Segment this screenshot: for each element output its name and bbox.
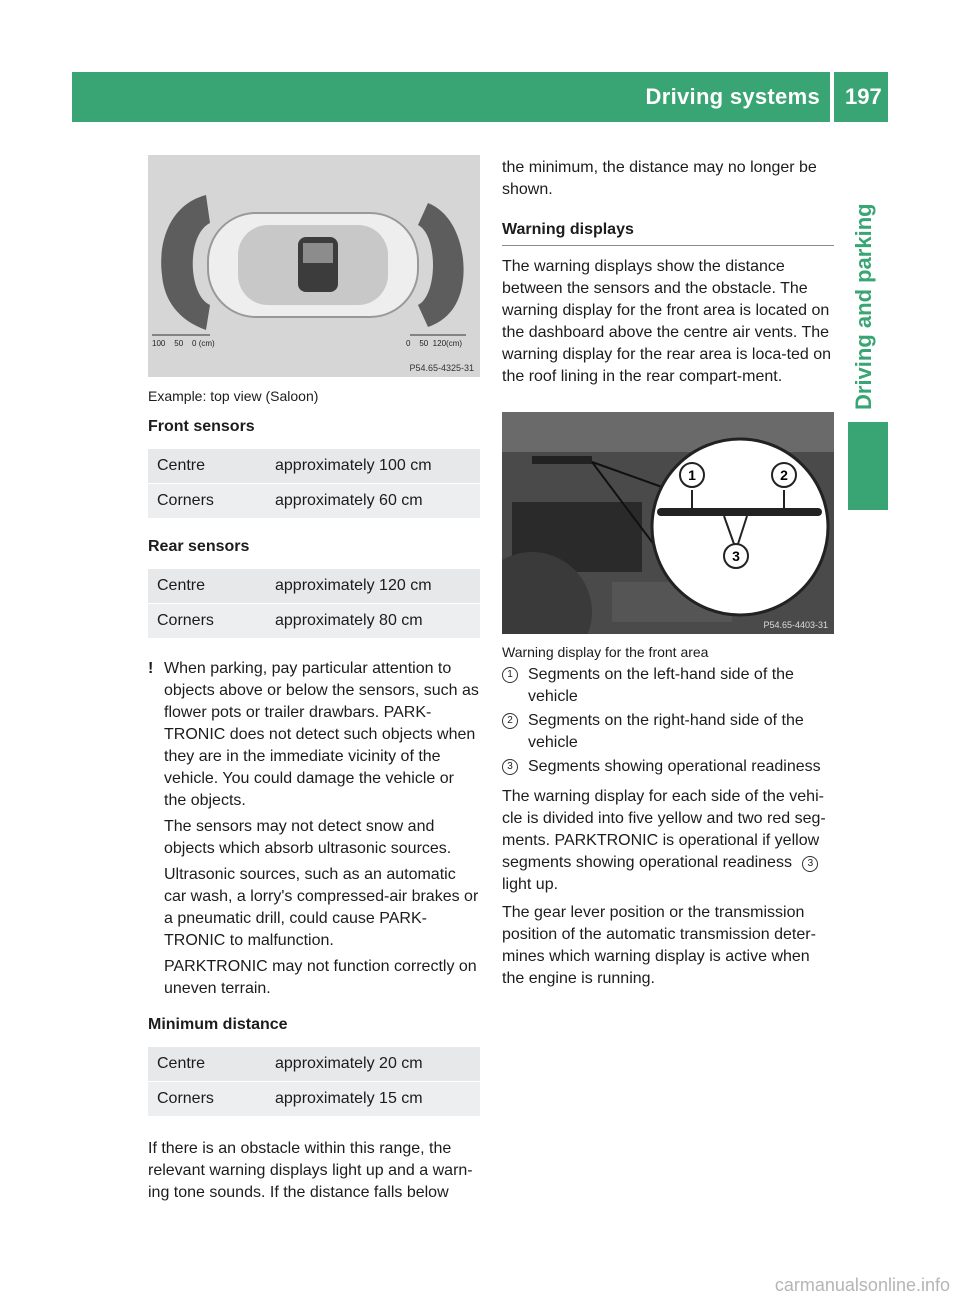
table-row [148, 484, 480, 519]
legend-item [502, 756, 834, 778]
figure-caption: Example: top view (Saloon) [148, 388, 319, 404]
minimum-distance-heading: Minimum distance [148, 1016, 288, 1033]
right-column-top [502, 157, 834, 201]
table-cell: approximately 15 cm [266, 1082, 480, 1117]
warning-displays-heading: Warning displays [502, 221, 834, 246]
table-cell: approximately 20 cm [266, 1047, 480, 1082]
callout-3: 3 [732, 548, 740, 564]
table-cell: Corners [148, 484, 266, 519]
note-paragraph: Ultrasonic sources, such as an automatic car wash, a lorry's compressed-air brakes or a pneumatic drill, could cause PARK-TRONIC to malfunction. [164, 866, 479, 949]
table-cell: approximately 60 cm [266, 484, 480, 519]
table-cell: Corners [148, 604, 266, 639]
note-paragraph: PARKTRONIC may not function correctly on uneven terrain. [164, 958, 477, 997]
top-view-figure [148, 155, 480, 377]
minimum-distance-table [148, 1046, 480, 1116]
dashboard-illustration [502, 412, 834, 634]
note-paragraph: When parking, pay particular attention to objects above or below the sensors, such as flower pots or trailer drawbars. PARK-TRONIC does not detect such objects when they are in the immediate vicinity of the vehicle. You could damage the vehicle or the objects. [164, 660, 479, 809]
rear-sensors-heading: Rear sensors [148, 538, 250, 555]
side-tab-label: Driving and parking [851, 203, 876, 410]
side-tab-block [848, 422, 888, 510]
legend-item [502, 664, 834, 708]
legend-text: Segments showing operational readiness [528, 758, 821, 775]
legend-number: 3 [502, 759, 518, 775]
legend-text: Segments on the left-hand side of the vehicle [528, 666, 794, 705]
page-number: 197 [845, 84, 882, 109]
warning-legend [502, 642, 834, 990]
warning-icon: ! [148, 660, 154, 677]
body-paragraph: the minimum, the distance may no longer be shown. [502, 159, 817, 198]
body-paragraph [502, 786, 834, 896]
table-row [148, 1047, 480, 1082]
scale-right: 0 50 120(cm) [406, 339, 463, 348]
table-cell: Corners [148, 1082, 266, 1117]
legend-text: Segments on the right-hand side of the vehicle [528, 712, 804, 751]
table-cell: approximately 120 cm [266, 569, 480, 604]
table-row [148, 569, 480, 604]
body-paragraph: The gear lever position or the transmission position of the automatic transmission deter-mines which warning display is active when the engine is running. [502, 904, 816, 987]
scale-left: 100 50 0 (cm) [152, 339, 215, 348]
warning-intro [502, 256, 834, 388]
body-text: The warning display for each side of the vehi-cle is divided into five yellow and two red seg-ments. PARKTRONIC is operational if yellow segments showing operational readiness [502, 788, 826, 871]
body-text: light up. [502, 876, 559, 893]
figure-caption: Warning display for the front area [502, 644, 709, 660]
table-cell: Centre [148, 1047, 266, 1082]
left-column [148, 386, 480, 1204]
legend-item [502, 710, 834, 754]
legend-number: 1 [502, 667, 518, 683]
table-cell: approximately 80 cm [266, 604, 480, 639]
body-paragraph: The warning displays show the distance between the sensors and the obstacle. The warning display for the front area is located on the dashboard above the centre air vents. The warning display for the rear area is loca-ted on the roof lining in the rear compart-ment. [502, 258, 832, 385]
rear-sensors-table [148, 568, 480, 638]
warning-note [148, 658, 480, 1000]
table-row [148, 604, 480, 639]
table-cell: Centre [148, 569, 266, 604]
callout-1: 1 [688, 467, 696, 483]
side-tab [851, 203, 960, 410]
front-sensors-heading: Front sensors [148, 418, 255, 435]
table-row [148, 1082, 480, 1117]
table-cell: Centre [148, 449, 266, 484]
inline-number: 3 [802, 856, 818, 872]
figure-ref: P54.65-4403-31 [763, 620, 828, 630]
legend-number: 2 [502, 713, 518, 729]
callout-2: 2 [780, 467, 788, 483]
figure-ref: P54.65-4325-31 [409, 363, 474, 373]
footer-url: carmanualsonline.info [774, 1275, 950, 1295]
warning-display-figure [502, 412, 834, 634]
header-separator [830, 72, 834, 122]
section-title: Driving systems [645, 84, 820, 109]
front-sensors-table [148, 448, 480, 518]
table-cell: approximately 100 cm [266, 449, 480, 484]
table-row [148, 449, 480, 484]
note-paragraph: The sensors may not detect snow and objects which absorb ultrasonic sources. [164, 818, 452, 857]
body-paragraph: If there is an obstacle within this range, the relevant warning displays light up and a warn-ing tone sounds. If the distance falls below [148, 1140, 473, 1201]
